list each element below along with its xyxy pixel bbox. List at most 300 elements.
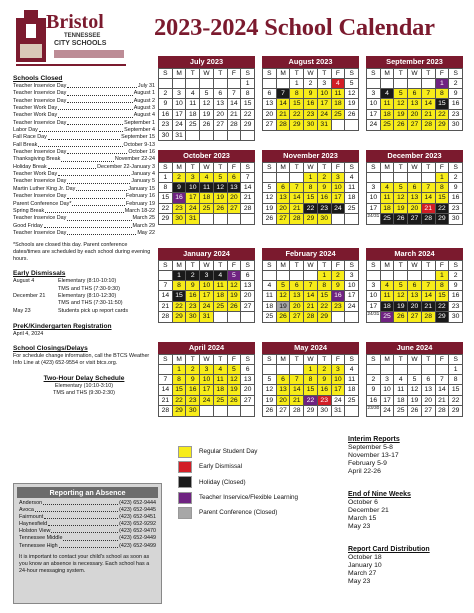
day-cell: 21 [304,302,318,312]
day-cell: 18 [394,396,408,406]
day-cell [381,173,395,183]
day-cell: 2 [173,173,187,183]
dismissal-row [13,286,155,293]
day-cell: 15 [173,385,187,395]
day-cell: 29 [173,406,187,416]
schools-closed-list [13,83,155,237]
day-cell: 14 [304,291,318,301]
weekday-header: S [241,163,255,173]
day-cell: 10 [332,183,346,193]
weekday-header: S [241,355,255,365]
leader-dots [67,149,127,154]
day-cell: 27 [241,396,255,406]
school-phone: (423) 652-9292 [119,521,156,528]
closed-date: September 4 [124,127,155,134]
day-cell: 3 [332,365,346,375]
day-cell: 25 [332,110,346,120]
day-cell: 8 [304,183,318,193]
day-cell: 23 [449,204,463,214]
weekday-header: F [436,163,450,173]
nine-weeks-date: May 23 [348,522,371,530]
day-cell: 22 [241,110,255,120]
closed-event: Teacher Inservice Day [13,149,67,156]
legend-item [178,490,338,505]
day-cell: 8 [318,281,332,291]
closed-row [13,208,155,215]
closed-date: October 9-13 [123,141,155,148]
dismissal-date [13,286,58,293]
day-cell: 15 [159,193,173,203]
day-cell: 20 [408,302,422,312]
day-cell: 4 [381,89,395,99]
weekday-header: T [394,355,408,365]
leader-dots [63,535,118,540]
weekday-header: T [318,69,332,79]
day-cell: 8 [173,375,187,385]
day-cell: 13 [422,385,436,395]
legend-label: Regular Student Day [199,448,258,456]
day-cell: 22 [304,396,318,406]
day-cell [394,79,408,89]
day-cell: 3 [367,89,381,99]
day-cell: 26 [214,204,228,214]
day-cell: 19 [408,396,422,406]
leader-dots [45,208,124,213]
day-cell: 12 [214,183,228,193]
day-cell: 1 [173,365,187,375]
day-cell: 22 [304,204,318,214]
day-cell [277,271,291,281]
weekday-header: T [318,355,332,365]
day-cell: 8 [436,89,450,99]
report-card-date: January 10 [348,561,382,569]
day-cell: 6 [241,271,255,281]
school-name: Holston View [19,528,51,535]
day-cell: 6 [408,89,422,99]
day-cell: 1 [436,79,450,89]
day-cell: 3 [367,281,381,291]
report-card-date: May 23 [348,577,371,585]
day-cell: 2 [449,173,463,183]
day-cell: 5 [263,183,277,193]
leader-dots [39,127,123,132]
weekday-header: S [449,69,463,79]
closed-date: August 3 [133,105,155,112]
day-cell: 16 [449,99,463,109]
day-cell [277,173,291,183]
day-cell: 10 [173,99,187,109]
day-cell: 15 [304,193,318,203]
day-cell: 19 [263,204,277,214]
closed-event: Good Friday [13,222,43,229]
day-cell: 29 [304,406,318,416]
weekday-header: T [394,163,408,173]
day-cell: 2 [449,79,463,89]
leader-dots [61,156,114,161]
interim-date: February 5-9 [348,459,387,467]
leader-dots [67,90,132,95]
closed-date: March 18-22 [124,207,155,214]
closed-event: Teacher Inservice Day [13,178,67,185]
day-cell: 16 [318,385,332,395]
day-cell: 28 [436,406,450,416]
closed-row [13,193,155,200]
day-cell: 20 [422,396,436,406]
day-cell: 20 [263,110,277,120]
day-cell: 25 [381,214,395,224]
weekday-header: T [186,261,200,271]
legend-swatch [178,446,192,458]
dismissal-date: May 23 [13,307,31,314]
day-cell: 18 [332,99,346,109]
closed-event: Parent Conference Day* [13,200,72,207]
day-cell [381,271,395,281]
day-cell [200,406,214,416]
delay-heading: Two-Hour Delay Schedule [43,375,125,383]
day-cell: 13 [241,281,255,291]
day-cell: 13 [408,99,422,109]
day-cell: 20 [277,396,291,406]
day-cell: 27 [408,214,422,224]
day-cell [186,79,200,89]
day-cell: 25 [394,406,408,416]
day-cell: 2 [186,365,200,375]
leader-dots [67,230,136,235]
day-cell: 7 [422,281,436,291]
day-cell: 21 [159,302,173,312]
day-cell: 23 [449,110,463,120]
day-cell: 28 [228,120,242,130]
left-info-column [13,74,155,397]
weekday-header: M [381,261,395,271]
dismissal-row [13,278,155,285]
absence-note: It is important to contact your child's school as soon as you know an absence is necessary. Each school has a 24-hour messaging system. [19,553,150,574]
day-cell: 24/31 [367,214,381,224]
weekday-header: T [290,163,304,173]
day-cell: 21 [159,396,173,406]
day-cell: 10 [367,193,381,203]
day-cell: 8 [241,89,255,99]
day-cell [214,79,228,89]
prek-date: April 4, 2024 [13,330,44,337]
school-name: Fairmount [19,514,44,521]
day-cell [241,131,255,141]
school-name: Tennessee Middle [19,535,63,542]
day-cell: 27 [408,120,422,130]
day-cell: 30 [186,406,200,416]
day-cell: 11 [345,375,359,385]
day-cell [263,365,277,375]
day-cell [241,214,255,224]
month-calendar [366,342,463,417]
day-cell: 8 [159,183,173,193]
day-cell [367,271,381,281]
day-cell: 10 [332,375,346,385]
day-cell: 23/30 [367,406,381,416]
day-cell: 2 [332,271,346,281]
day-cell [173,79,187,89]
day-cell: 14 [277,99,291,109]
day-cell: 26 [345,110,359,120]
month-grid [158,354,255,417]
day-cell: 21 [241,193,255,203]
day-cell: 26 [394,214,408,224]
day-cell [408,271,422,281]
dismissal-row [13,300,155,307]
absence-row [19,528,156,535]
day-cell: 13 [214,99,228,109]
closed-date: January 5 [131,178,155,185]
leader-dots [35,507,118,512]
leader-dots [67,83,137,88]
day-cell: 22 [173,302,187,312]
weekday-header: M [381,163,395,173]
day-cell: 19 [200,110,214,120]
closed-row [13,142,155,149]
day-cell: 18 [345,385,359,395]
day-cell: 5 [394,281,408,291]
day-cell: 16 [186,291,200,301]
day-cell: 31 [200,312,214,322]
day-cell: 30 [318,406,332,416]
month-calendar [366,56,463,131]
day-cell: 21 [436,396,450,406]
month-calendar [262,342,359,417]
day-cell: 22 [436,110,450,120]
day-cell: 30 [173,214,187,224]
day-cell: 10 [200,375,214,385]
day-cell: 21 [228,110,242,120]
logo-text: Bristol [46,11,104,33]
day-cell: 11 [263,291,277,301]
day-cell [186,131,200,141]
day-cell: 1 [436,173,450,183]
weekday-header: W [304,355,318,365]
month-calendar [262,56,359,131]
weekday-header: W [408,261,422,271]
leader-dots [51,528,118,533]
month-grid [262,260,359,323]
day-cell: 17 [381,396,395,406]
month-grid [262,162,359,225]
closed-date: August 1 [133,90,155,97]
legend-swatch [178,492,192,504]
day-cell: 23 [318,204,332,214]
day-cell: 18 [200,193,214,203]
weekday-header: S [263,261,277,271]
dismissal-row [13,293,155,300]
day-cell: 9 [449,89,463,99]
day-cell: 14 [159,291,173,301]
day-cell: 5 [408,375,422,385]
leader-dots [43,500,118,505]
weekday-header: F [332,163,346,173]
nine-weeks-date: December 21 [348,506,389,514]
day-cell: 27 [214,120,228,130]
day-cell: 1 [304,173,318,183]
day-cell: 5 [345,79,359,89]
school-phone: (423) 652-9470 [119,528,156,535]
day-cell [345,312,359,322]
day-cell: 6 [290,281,304,291]
day-cell: 22 [173,396,187,406]
legend-label: Early Dismissal [199,463,243,471]
closed-date: September 1 [124,119,155,126]
weekday-header: S [159,355,173,365]
day-cell: 17 [318,99,332,109]
weekday-header: W [304,163,318,173]
month-calendar [262,248,359,323]
leader-dots [48,134,120,139]
day-cell: 27 [277,214,291,224]
day-cell [422,79,436,89]
delay-line-1: Elementary (10:10-3:10) [54,382,114,389]
weekday-header: W [304,69,318,79]
school-phone: (423) 652-9445 [119,507,156,514]
day-cell: 18 [214,385,228,395]
day-cell: 12 [408,385,422,395]
day-cell: 18 [263,302,277,312]
day-cell: 22 [290,110,304,120]
day-cell: 25 [200,204,214,214]
day-cell: 11 [332,89,346,99]
day-cell: 14 [290,193,304,203]
day-cell: 20 [214,110,228,120]
dismissal-date: December 21 [13,292,46,299]
schools-closed-heading: Schools Closed [13,75,63,82]
month-calendar [366,150,463,225]
weekday-header: M [277,355,291,365]
month-title: April 2024 [158,342,255,354]
weekday-header: T [422,261,436,271]
day-cell: 12 [263,193,277,203]
day-cell: 7 [159,375,173,385]
day-cell: 26 [408,406,422,416]
month-title: January 2024 [158,248,255,260]
legend-item [178,459,338,474]
day-cell [381,365,395,375]
leader-dots [44,223,132,228]
school-name: Tennessee High [19,542,58,549]
day-cell: 13 [408,291,422,301]
day-cell [332,214,346,224]
day-cell: 30 [449,214,463,224]
day-cell: 13 [290,291,304,301]
day-cell: 5 [263,375,277,385]
prek-heading: PreK/Kindergarten Registration [13,322,112,330]
month-title: October 2023 [158,150,255,162]
day-cell: 14 [422,193,436,203]
end-of-nine-weeks [348,490,468,531]
day-cell: 15 [290,99,304,109]
day-cell: 18 [186,110,200,120]
weekday-header: F [228,163,242,173]
day-cell: 21 [422,204,436,214]
day-cell: 16 [173,193,187,203]
weekday-header: S [345,261,359,271]
leader-dots [72,201,124,206]
day-cell [277,365,291,375]
weekday-header: S [241,69,255,79]
day-cell: 4 [214,271,228,281]
day-cell: 4 [381,281,395,291]
dismissal-text: TMS and THS (7:30-11:50) [58,300,123,307]
day-cell: 7 [159,281,173,291]
day-cell: 29 [173,312,187,322]
month-title: July 2023 [158,56,255,68]
day-cell: 4 [394,375,408,385]
day-cell: 20 [228,193,242,203]
day-cell: 5 [394,183,408,193]
closed-event: Martin Luther King Jr. Day [13,185,76,192]
leader-dots [76,186,127,191]
month-grid [262,68,359,131]
report-card-distribution [348,545,468,586]
weekday-header: F [436,355,450,365]
day-cell: 19 [394,204,408,214]
weekday-header: T [290,261,304,271]
closed-event: Teacher Inservice Day [13,97,67,104]
day-cell: 10 [200,281,214,291]
closed-row [13,83,155,90]
day-cell: 16 [186,385,200,395]
month-grid [158,260,255,323]
day-cell [214,214,228,224]
day-cell: 11 [186,99,200,109]
day-cell: 9 [318,183,332,193]
month-title: November 2023 [262,150,359,162]
day-cell [214,131,228,141]
school-name: Haynesfield [19,521,48,528]
leader-dots [67,178,130,183]
weekday-header: S [263,69,277,79]
closed-date: May 22 [137,229,155,236]
weekday-header: T [422,69,436,79]
day-cell: 25 [186,120,200,130]
day-cell [290,365,304,375]
closed-date: December 22-January 3 [97,163,155,170]
closed-row [13,215,155,222]
closed-row [13,171,155,178]
closed-event: Fall Break [13,141,38,148]
weekday-header: T [394,69,408,79]
day-cell [228,406,242,416]
day-cell: 5 [394,89,408,99]
day-cell [263,79,277,89]
day-cell: 14 [159,385,173,395]
closed-row [13,112,155,119]
day-cell: 18 [381,302,395,312]
day-cell: 25 [381,312,395,322]
day-cell: 24 [200,302,214,312]
weekday-header: S [449,261,463,271]
day-cell: 17 [186,193,200,203]
day-cell: 23 [318,396,332,406]
day-cell: 31 [332,406,346,416]
day-cell [159,365,173,375]
legend-item [178,505,338,520]
day-cell: 18 [345,193,359,203]
day-cell: 30 [318,214,332,224]
day-cell: 7 [228,89,242,99]
day-cell: 2 [449,271,463,281]
day-cell: 28 [159,406,173,416]
day-cell: 21 [290,204,304,214]
day-cell: 26 [394,120,408,130]
day-cell: 29 [304,214,318,224]
weekday-header: W [200,355,214,365]
day-cell: 26 [228,396,242,406]
